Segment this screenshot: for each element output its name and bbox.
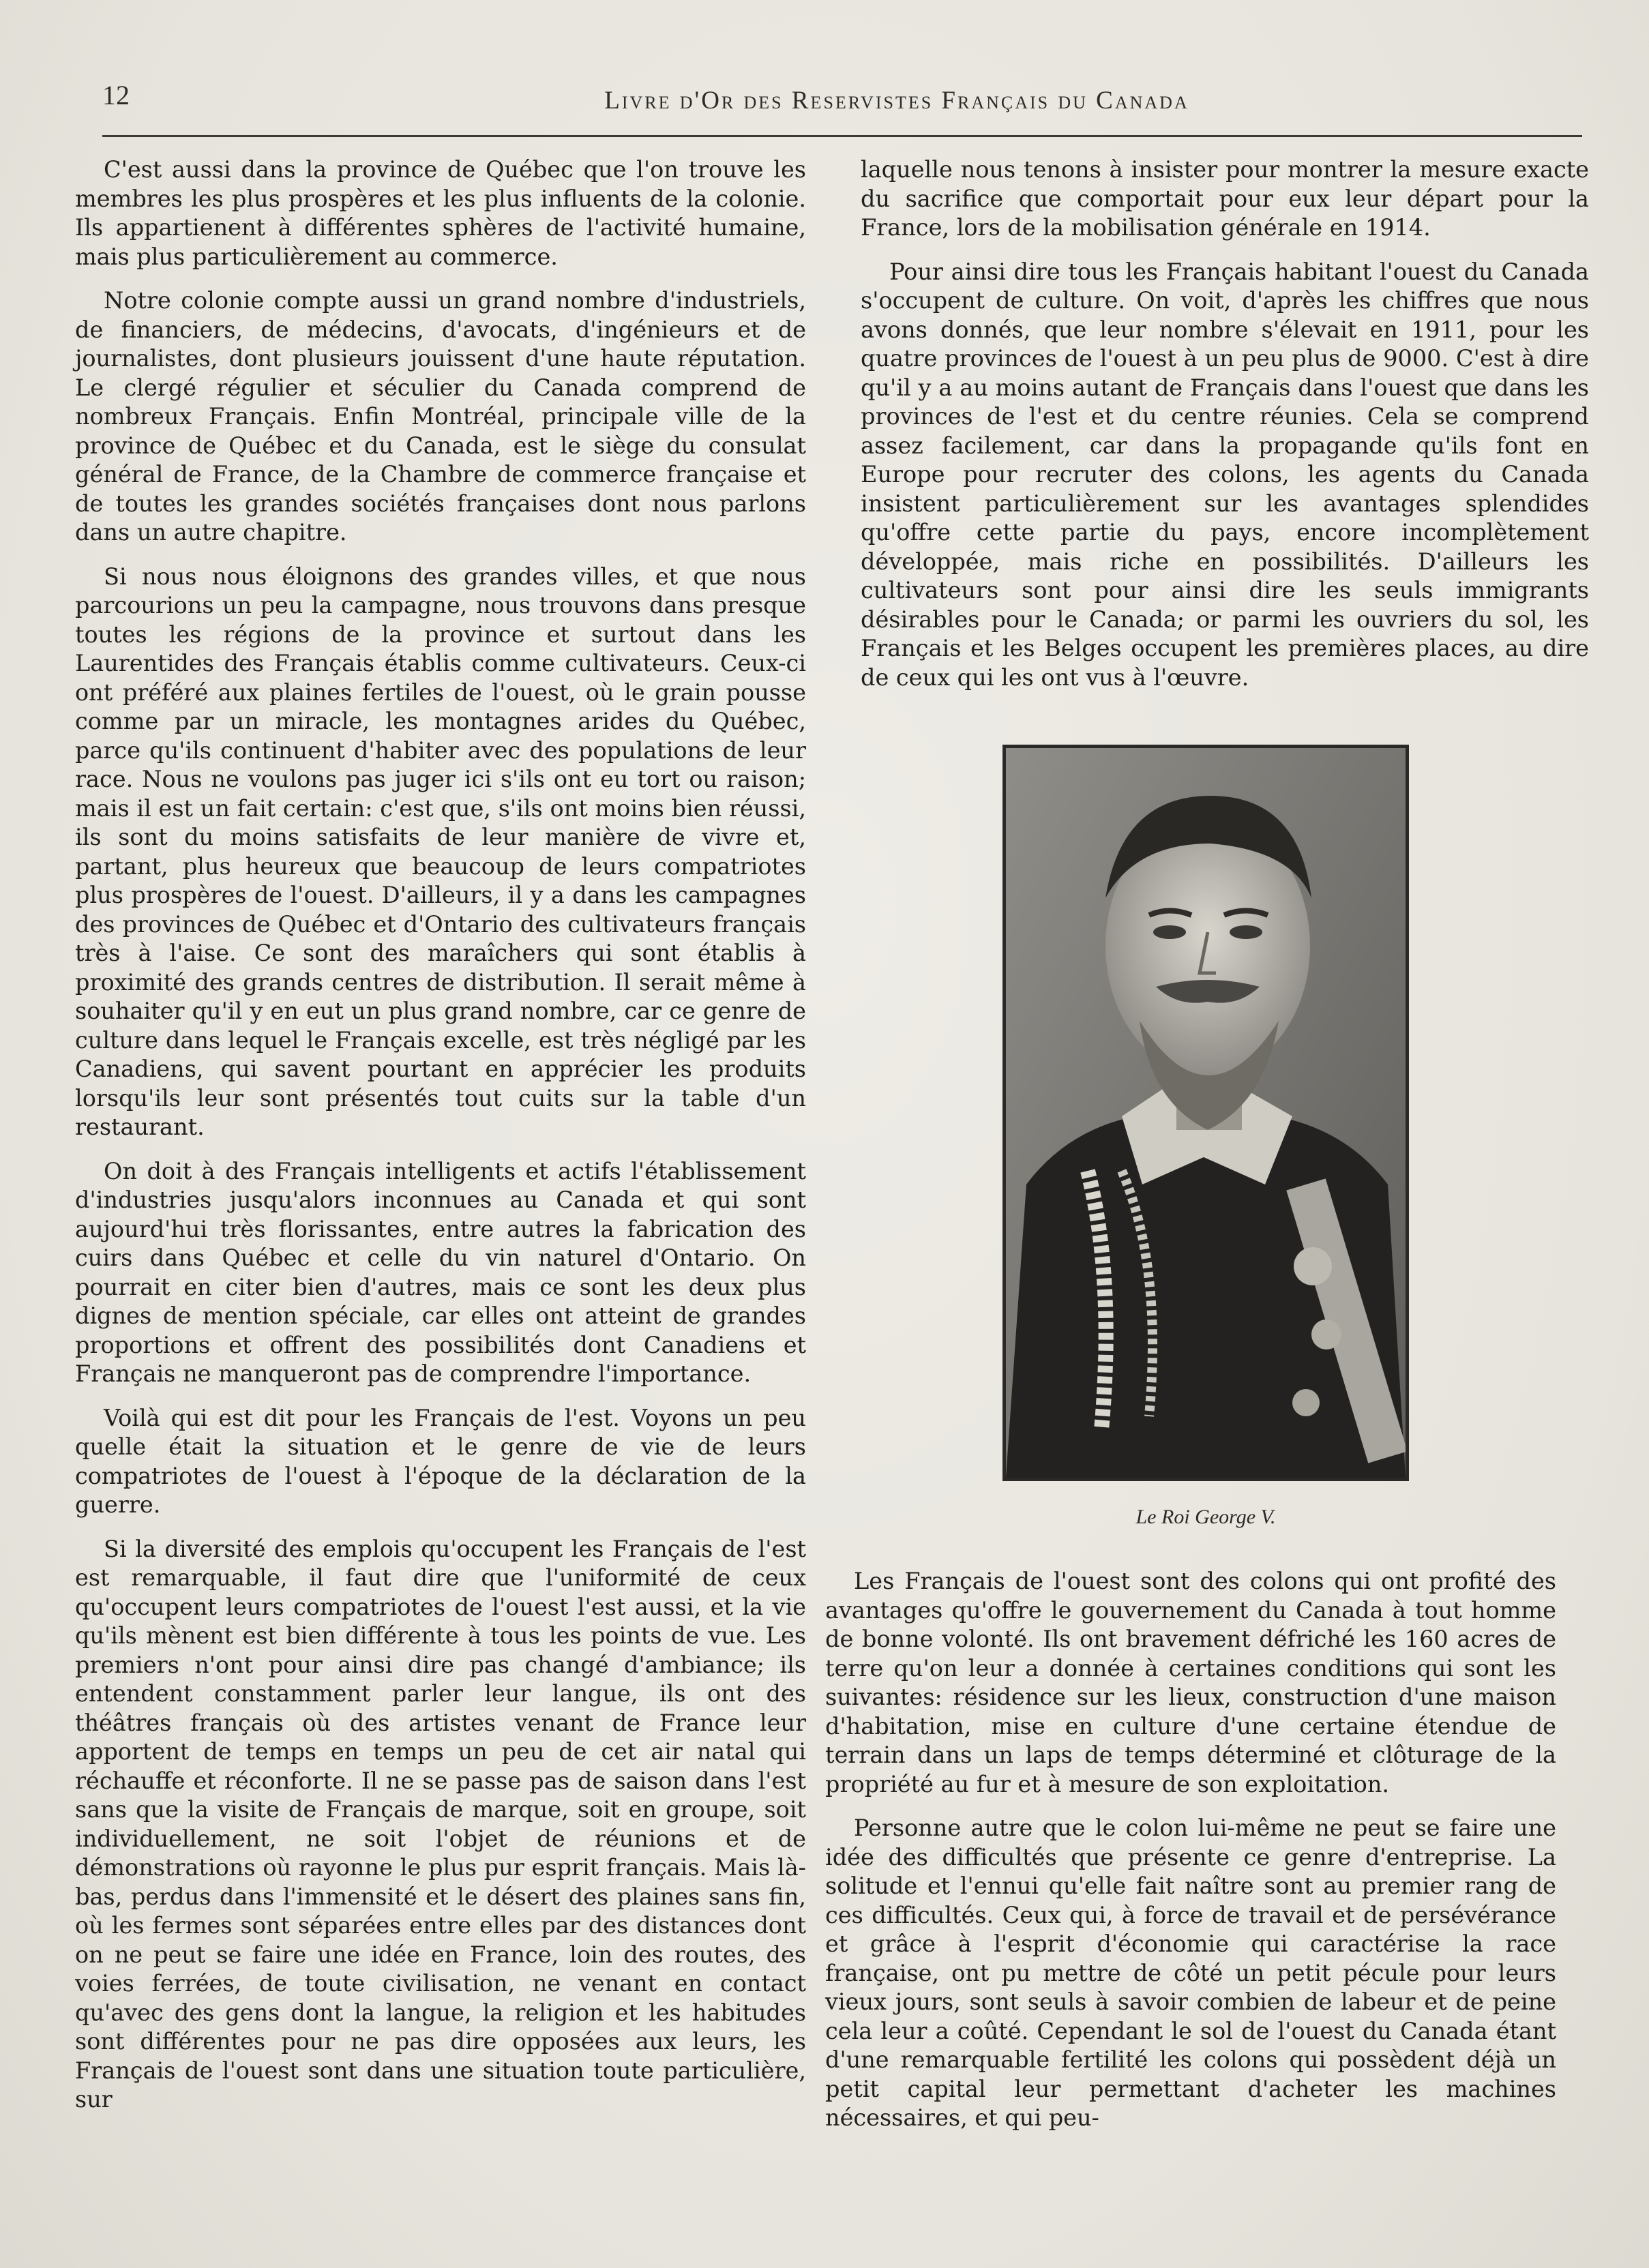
paragraph: Notre colonie compte aussi un grand nombre d'industriels, de financiers, de médecins, d'avocats, d'ingénieurs et de journalistes, dont plusieurs jouissent d'une haute réputation. Le clergé régulier et séculier du Canada comprend de nombreux Français. Enfin Montréal, principale ville de la province de Québec et du Canada, est le siège du consulat général de France, de la Chambre de commerce française et de toutes les grandes sociétés françaises dont nous parlons dans un autre chapitre. (75, 287, 806, 546)
portrait-illustration (1006, 748, 1406, 1478)
paragraph: Si nous nous éloignons des grandes villes, et que nous parcourions un peu la campagne, nous trouvons dans presque toutes les régions de la province et surtout dans les Laurentides des Français établis comme cultivateurs. Ceux-ci ont préféré aux plaines fertiles de l'ouest, où le grain pousse comme par un miracle, les montagnes arides du Québec, parce qu'ils continuent d'habiter avec des populations de leur race. Nous ne voulons pas juger ici s'ils ont eu tort ou raison; mais il est un fait certain: c'est que, s'ils ont moins bien réussi, ils sont du moins satisfaits de leur manière de vivre et, partant, plus heureux que beaucoup de leurs compatriotes plus prospères de l'ouest. D'ailleurs, il y a dans les campagnes des provinces de Québec et d'Ontario des cultivateurs français très à l'aise. Ce sont des maraîchers qui sont établis à proximité des grands centres de distribution. Il serait même à souhaiter qu'il y en eut un plus grand nombre, car ce genre de culture dans lequel le Français excelle, est très négligé par les Canadiens, qui savent pourtant en apprécier les produits lorsqu'ils leur sont présentés tout cuits sur la table d'un restaurant. (75, 563, 806, 1140)
running-title: Livre d'Or des Reservistes Français du Canada (604, 87, 1189, 115)
paragraph: Personne autre que le colon lui-même ne peut se faire une idée des difficultés que présente ce genre d'entreprise. La solitude et l'ennui qu'elle fait naître sont au premier rang de ces difficultés. Ceux qui, à force de travail et de persévérance et grâce à l'esprit d'économie qui caractérise la race française, ont pu mettre de côté un petit pécule pour leurs vieux jours, sont seuls à savoir combien de labeur et de peine cela leur a coûté. Cependant le sol de l'ouest du Canada étant d'une remarquable fertilité les colons qui possèdent déjà un petit capital leur permettant d'acheter les machines nécessaires, et qui peu- (825, 1815, 1556, 2131)
page-header (102, 74, 1582, 137)
portrait-caption: Le Roi George V. (1135, 1506, 1276, 1528)
paragraph: Pour ainsi dire tous les Français habitant l'ouest du Canada s'occupent de culture. On voit, d'après les chiffres que nous avons donnés, que leur nombre s'élevait en 1911, pour les quatre provinces de l'ouest à un peu plus de 9000. C'est à dire qu'il y a au moins autant de Français dans l'ouest que dans les provinces de l'est et du centre réunies. Cela se comprend assez facilement, car dans la propagande qu'ils font en Europe pour recruter des colons, les agents du Canada insistent particulièrement sur les avantages splendides qu'offre cette partie du pays, encore incomplètement développée, mais riche en possibilités. D'ailleurs les cultivateurs sont pour ainsi dire les seuls immigrants désirables pour le Canada; or parmi les ouvriers du sol, les Français et les Belges occupent les premières places, au dire de ceux qui les ont vus à l'œuvre. (861, 258, 1589, 691)
paragraph: C'est aussi dans la province de Québec que l'on trouve les membres les plus prospères et les plus influents de la colonie. Ils appartienent à différentes sphères de l'activité humaine, mais plus particulièrement au commerce. (75, 156, 806, 270)
right-column-bottom (825, 1567, 1556, 2148)
paragraph: Si la diversité des emplois qu'occupent les Français de l'est est remarquable, il faut dire que l'uniformité de ceux qu'occupent leurs compatriotes de l'ouest l'est aussi, et la vie qu'ils mènent est bien différente à tous les points de vue. Les premiers n'ont pour ainsi dire pas changé d'ambiance; ils entendent constamment parler leur langue, ils ont des théâtres français où des artistes venant de France leur apportent de temps en temps un peu de cet air natal qui réchauffe et réconforte. Il ne se passe pas de saison dans l'est sans que la visite de Français de marque, soit en groupe, soit individuellement, ne soit l'objet de réunions et de démonstrations où rayonne le plus pur esprit français. Mais là-bas, perdus dans l'immensité et le désert des plaines sans fin, où les fermes sont séparées entre elles par des distances dont on ne peut se faire une idée en France, loin des routes, des voies ferrées, de toute civilisation, ne venant en contact qu'avec des gens dont la langue, la religion et les habitudes sont différentes pour ne pas dire opposées aux leurs, les Français de l'ouest sont dans une situation toute particulière, sur (75, 1535, 806, 2113)
paragraph: Voilà qui est dit pour les Français de l'est. Voyons un peu quelle était la situation et le genre de vie de leurs compatriotes de l'ouest à l'époque de la déclaration de la guerre. (75, 1404, 806, 1518)
paragraph: Les Français de l'ouest sont des colons qui ont profité des avantages qu'offre le gouvernement du Canada à tout homme de bonne volonté. Ils ont bravement défriché les 160 acres de terre qu'on leur a donnée à certaines conditions qui sont les suivantes: résidence sur les lieux, construction d'une maison d'habitation, mise en culture d'une certaine étendue de terrain dans un laps de temps déterminé et clôturage de la propriété au fur et à mesure de son exploitation. (825, 1568, 1556, 1797)
left-column (75, 155, 806, 2130)
paragraph: laquelle nous tenons à insister pour montrer la mesure exacte du sacrifice que comportait pour eux leur départ pour la France, lors de la mobilisation générale en 1914. (861, 156, 1589, 241)
right-column-top (861, 155, 1589, 707)
paragraph: On doit à des Français intelligents et actifs l'établissement d'industries jusqu'alors inconnues au Canada et qui sont aujourd'hui très florissantes, entre autres la fabrication des cuirs dans Québec et celle du vin naturel d'Ontario. On pourrait en citer bien d'autres, mais ce sont les deux plus dignes de mention spéciale, car elles ont atteint de grandes proportions et offrent des possibilités dont Canadiens et Français ne manqueront pas de comprendre l'importance. (75, 1157, 806, 1387)
portrait-photo (1002, 745, 1409, 1481)
page-number: 12 (102, 80, 130, 110)
